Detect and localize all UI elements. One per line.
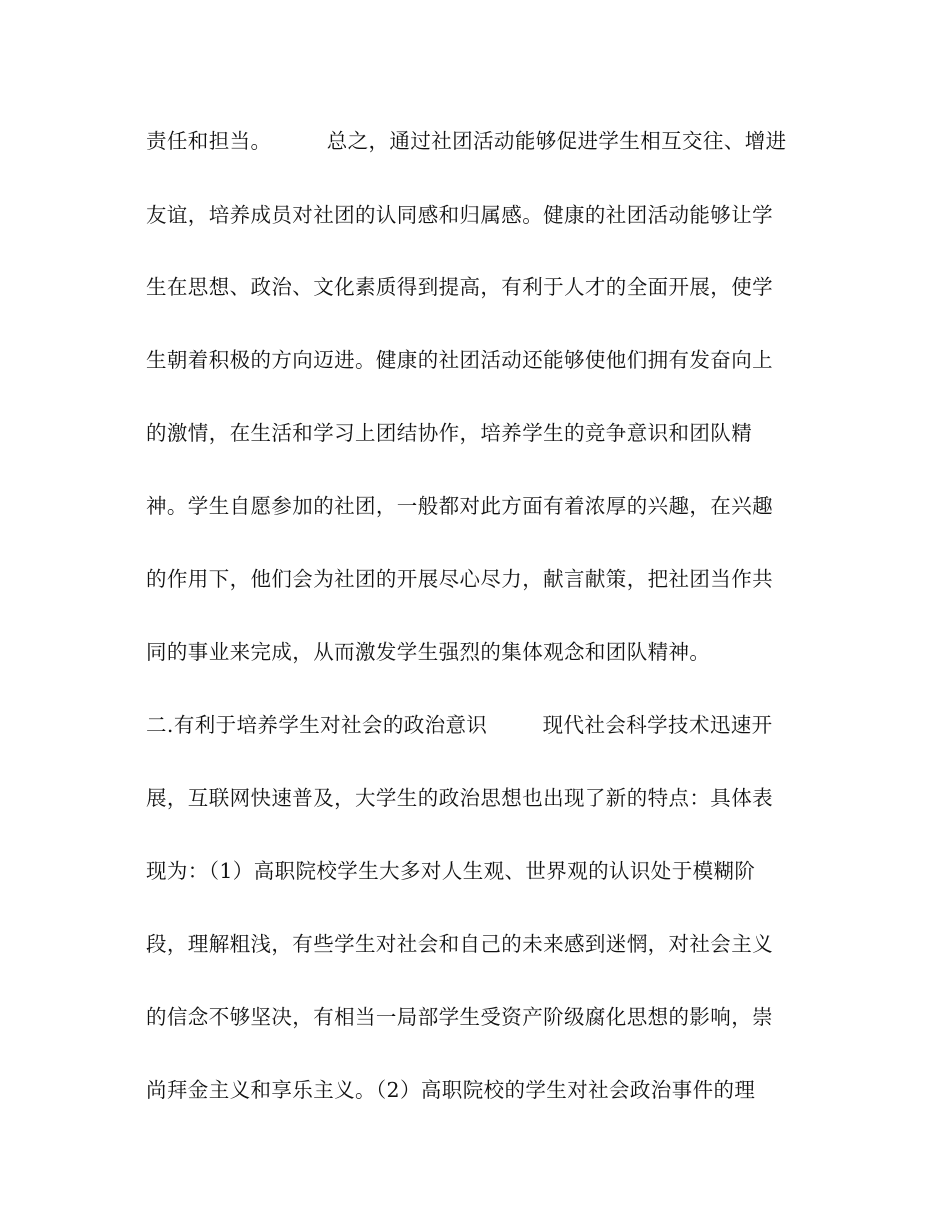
text-line-1: 责任和担当。 总之，通过社团活动能够促进学生相互交往、增进 xyxy=(146,129,787,153)
text-line-3: 生在思想、政治、文化素质得到提高，有利于人才的全面开展，使学 xyxy=(146,275,773,299)
text-line-10: 展，互联网快速普及，大学生的政治思想也出现了新的特点：具体表 xyxy=(146,786,773,810)
text-line-4: 生朝着积极的方向迈进。健康的社团活动还能够使他们拥有发奋向上 xyxy=(146,348,773,372)
text-line-5: 的激情，在生活和学习上团结协作，培养学生的竞争意识和团队精 xyxy=(146,421,753,445)
text-line-11: 现为：（1）高职院校学生大多对人生观、世界观的认识处于模糊阶 xyxy=(146,859,756,883)
text-line-2: 友谊，培养成员对社团的认同感和归属感。健康的社团活动能够让学 xyxy=(146,203,773,227)
text-line-7: 的作用下，他们会为社团的开展尽心尽力，献言献策，把社团当作共 xyxy=(146,567,773,591)
text-line-13: 的信念不够坚决，有相当一局部学生受资产阶级腐化思想的影响，崇 xyxy=(146,1005,773,1029)
text-line-8: 同的事业来完成，从而激发学生强烈的集体观念和团队精神。 xyxy=(146,640,711,664)
text-line-14: 尚拜金主义和享乐主义。（2）高职院校的学生对社会政治事件的理 xyxy=(146,1078,756,1102)
text-line-6: 神。学生自愿参加的社团，一般都对此方面有着浓厚的兴趣，在兴趣 xyxy=(146,494,773,518)
text-line-12: 段，理解粗浅，有些学生对社会和自己的未来感到迷惘，对社会主义 xyxy=(146,932,773,956)
section-heading-line: 二.有利于培养学生对社会的政治意识 现代社会科学技术迅速开 xyxy=(146,713,773,737)
